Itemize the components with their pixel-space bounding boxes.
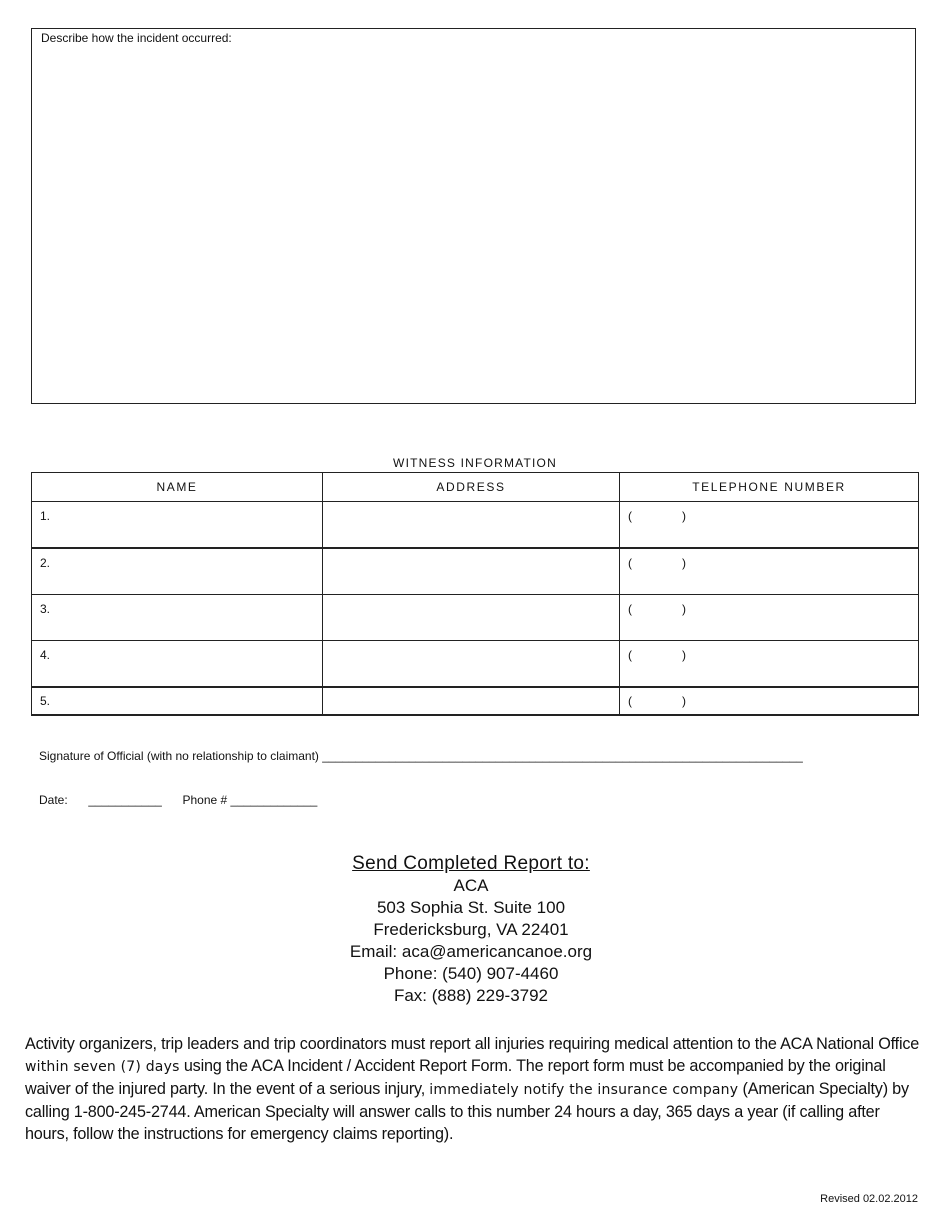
notice-text: using the ACA Incident / Accident Report Form. The report form must be accompanied by the original waiver of the injured party. In the event of a serious injury, — [25, 1057, 886, 1098]
area-code-close-paren: ) — [682, 602, 686, 616]
area-code-close-paren: ) — [682, 509, 686, 523]
witness-address-field[interactable] — [323, 687, 620, 715]
table-row — [32, 687, 919, 715]
witness-phone-field[interactable] — [620, 548, 919, 595]
row-number: 1. — [40, 509, 51, 523]
notice-text: Activity organizers, trip leaders and trip coordinators must report all injuries requiring medical attention to the ACA National Office — [25, 1035, 920, 1053]
witness-address-field[interactable] — [323, 548, 620, 595]
witness-section-title: WITNESS INFORMATION — [393, 456, 557, 470]
witness-name-field[interactable] — [32, 548, 323, 595]
witness-address-field[interactable] — [323, 502, 620, 549]
send-report-title: Send Completed Report to: — [352, 853, 590, 874]
witness-name-field[interactable] — [32, 687, 323, 715]
row-number: 3. — [40, 602, 51, 616]
witness-name-field[interactable] — [32, 502, 323, 549]
incident-description-box[interactable] — [31, 28, 916, 404]
table-row — [32, 548, 919, 595]
row-number: 2. — [40, 556, 51, 570]
table-row — [32, 502, 919, 549]
table-row — [32, 595, 919, 641]
row-number: 4. — [40, 648, 51, 662]
column-header-name: NAME — [32, 473, 323, 502]
date-field[interactable]: ___________ — [88, 793, 162, 807]
address-organization: ACA — [453, 876, 489, 895]
witness-phone-field[interactable] — [620, 502, 919, 549]
witness-phone-field[interactable] — [620, 687, 919, 715]
contact-fax: Fax: (888) 229-3792 — [393, 986, 549, 1005]
area-code-open-paren: ( — [628, 694, 632, 708]
witness-phone-field[interactable] — [620, 641, 919, 688]
incident-description-label: Describe how the incident occurred: — [41, 31, 232, 45]
send-report-block — [0, 853, 942, 1007]
notice-deadline: within seven (7) days — [25, 1059, 180, 1075]
area-code-close-paren: ) — [682, 648, 686, 662]
area-code-open-paren: ( — [628, 556, 632, 570]
area-code-close-paren: ) — [682, 694, 686, 708]
notice-insurance-instruction: immediately notify the insurance company — [429, 1082, 739, 1098]
address-street: 503 Sophia St. Suite 100 — [376, 898, 566, 917]
address-city: Fredericksburg, VA 22401 — [373, 920, 569, 939]
witness-name-field[interactable] — [32, 641, 323, 688]
notice-text: (American Specialty) by calling 1-800-245-2744. American Specialty will answer calls to this number 24 hours a day, 365 days a year (if calling after hours, follow the instructions for emergency claims reporting). — [25, 1080, 909, 1143]
area-code-open-paren: ( — [628, 648, 632, 662]
phone-field[interactable]: Phone # _____________ — [182, 793, 318, 807]
area-code-open-paren: ( — [628, 602, 632, 616]
revision-date: Revised 02.02.2012 — [820, 1193, 918, 1205]
witness-address-field[interactable] — [323, 641, 620, 688]
row-number: 5. — [40, 694, 51, 708]
contact-phone: Phone: (540) 907-4460 — [383, 964, 559, 983]
witness-table — [31, 472, 919, 716]
contact-email: Email: aca@americancanoe.org — [349, 942, 593, 961]
witness-phone-field[interactable] — [620, 595, 919, 641]
table-row — [32, 641, 919, 688]
column-header-telephone: TELEPHONE NUMBER — [620, 473, 919, 502]
column-header-address: ADDRESS — [323, 473, 620, 502]
witness-name-field[interactable] — [32, 595, 323, 641]
date-label: Date: — [39, 793, 68, 807]
area-code-open-paren: ( — [628, 509, 632, 523]
date-phone-line — [39, 793, 317, 807]
signature-field[interactable]: Signature of Official (with no relationship to claimant) ________________________________________________________________________ — [39, 749, 803, 763]
reporting-notice — [25, 1033, 925, 1145]
witness-address-field[interactable] — [323, 595, 620, 641]
area-code-close-paren: ) — [682, 556, 686, 570]
